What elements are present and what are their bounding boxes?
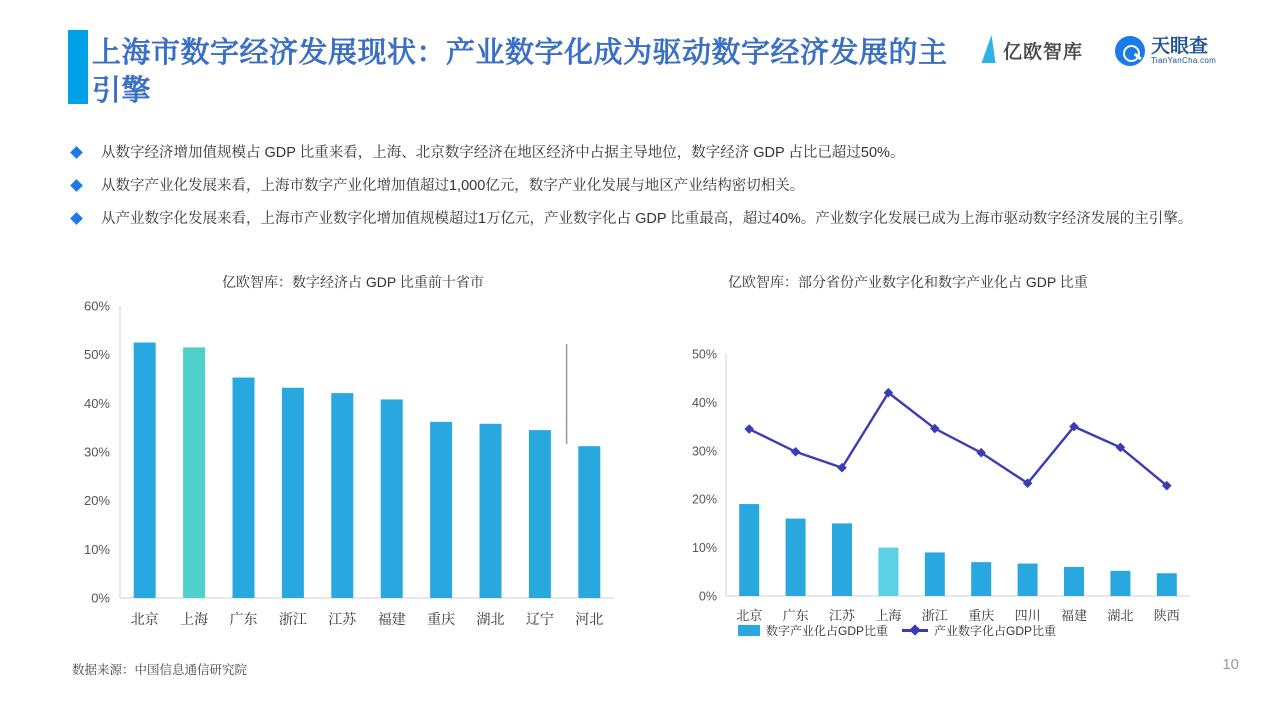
chart-1-title: 亿欧智库：数字经济占 GDP 比重前十省市 <box>222 274 484 290</box>
x-axis-tick-label: 福建 <box>1060 608 1088 623</box>
legend-bar-swatch-icon <box>738 625 760 636</box>
bullet-text: 从数字产业化发展来看，上海市数字产业化增加值超过1,000亿元，数字产业化发展与地区产业结构密切相关。 <box>101 178 805 194</box>
bar <box>578 446 600 598</box>
yiou-logo <box>981 32 1101 68</box>
x-axis-tick-label: 上海 <box>875 608 902 623</box>
x-axis-tick-label: 四川 <box>1014 608 1041 623</box>
y-axis-tick-label: 0% <box>698 589 717 604</box>
list-item <box>72 175 1212 197</box>
chart-2-combo-chart <box>680 340 1200 640</box>
bar <box>331 393 353 598</box>
y-axis-tick-label: 10% <box>691 541 717 556</box>
bullet-text: 从数字经济增加值规模占 GDP 比重来看，上海、北京数字经济在地区经济中占据主导地位，数字经济 GDP 占比已超过50%。 <box>101 145 905 161</box>
y-axis-tick-label: 30% <box>691 444 717 459</box>
x-axis-tick-label: 江苏 <box>328 611 357 627</box>
data-source-note: 数据来源：中国信息通信研究院 <box>72 663 248 677</box>
x-axis-tick-label: 浙江 <box>921 608 948 623</box>
diamond-bullet-icon <box>70 146 83 159</box>
bullet-list <box>72 142 1212 241</box>
bar <box>971 562 991 596</box>
bar <box>480 424 502 598</box>
page-number: 10 <box>1222 656 1239 673</box>
y-axis-tick-label: 60% <box>83 298 110 314</box>
y-axis-tick-label: 20% <box>83 493 110 509</box>
bar <box>183 347 205 598</box>
y-axis-tick-label: 40% <box>691 395 717 410</box>
magnifier-icon <box>1115 36 1145 66</box>
bar <box>134 343 156 599</box>
bar <box>878 548 898 596</box>
y-axis-tick-label: 50% <box>83 347 110 363</box>
x-axis-tick-label: 辽宁 <box>525 611 554 627</box>
bar <box>529 430 551 598</box>
line-series <box>749 393 1167 486</box>
x-axis-tick-label: 浙江 <box>278 611 307 627</box>
x-axis-tick-label: 河北 <box>575 611 604 627</box>
x-axis-tick-label: 上海 <box>180 611 209 627</box>
x-axis-tick-label: 北京 <box>736 608 763 623</box>
y-axis-tick-label: 30% <box>83 444 110 460</box>
x-axis-tick-label: 福建 <box>377 611 406 627</box>
bar <box>786 519 806 596</box>
x-axis-tick-label: 陕西 <box>1153 608 1180 623</box>
x-axis-tick-label: 江苏 <box>828 608 856 623</box>
legend-label: 产业数字化占GDP比重 <box>934 624 1057 638</box>
legend-item-line <box>902 622 1056 639</box>
line-data-point <box>744 424 754 434</box>
title-accent-bar <box>68 30 88 104</box>
bar <box>430 422 452 598</box>
x-axis-tick-label: 湖北 <box>1107 608 1134 623</box>
tianyancha-logo-url: TianYanCha.com <box>1151 56 1217 65</box>
bar <box>381 399 403 598</box>
legend-item-bar <box>738 622 888 639</box>
tianyancha-logo-text: 天眼查 <box>1151 36 1209 57</box>
bar <box>1157 573 1177 596</box>
bar <box>925 552 945 596</box>
x-axis-tick-label: 广东 <box>229 611 258 627</box>
x-axis-tick-label: 广东 <box>782 608 809 623</box>
chart-2-title: 亿欧智库：部分省份产业数字化和数字产业化占 GDP 比重 <box>728 274 1088 290</box>
y-axis-tick-label: 20% <box>691 492 717 507</box>
bar <box>739 504 759 596</box>
list-item <box>72 142 1212 164</box>
bar <box>1110 571 1130 596</box>
line-data-point <box>791 447 801 457</box>
tianyancha-logo <box>1115 32 1241 70</box>
x-axis-tick-label: 北京 <box>130 611 159 627</box>
chart-2-plot <box>680 340 1200 640</box>
diamond-bullet-icon <box>70 179 83 192</box>
x-axis-tick-label: 重庆 <box>968 608 995 623</box>
diamond-bullet-icon <box>70 212 83 225</box>
bar <box>282 388 304 598</box>
y-axis-tick-label: 0% <box>91 590 110 606</box>
legend-line-swatch-icon <box>902 629 928 632</box>
list-item <box>72 208 1212 230</box>
bar <box>233 378 255 598</box>
slide-header <box>0 0 1269 122</box>
yiou-logo-text: 亿欧智库 <box>1003 41 1084 63</box>
chart-2-legend <box>738 622 1056 639</box>
x-axis-tick-label: 重庆 <box>427 611 456 627</box>
page-title: 上海市数字经济发展现状：产业数字化成为驱动数字经济发展的主引擎 <box>92 37 948 107</box>
bar <box>1064 567 1084 596</box>
bar <box>1018 564 1038 596</box>
y-axis-tick-label: 40% <box>83 395 110 411</box>
y-axis-tick-label: 50% <box>691 347 717 362</box>
chart-1-bar-chart <box>72 296 632 646</box>
y-axis-tick-label: 10% <box>83 541 110 557</box>
x-axis-tick-label: 湖北 <box>476 611 505 627</box>
legend-label: 数字产业化占GDP比重 <box>766 624 889 638</box>
bar <box>832 523 852 596</box>
bullet-text: 从产业数字化发展来看，上海市产业数字化增加值规模超过1万亿元，产业数字化占 GDP 比重最高，超过40%。产业数字化发展已成为上海市驱动数字经济发展的主引擎。 <box>101 211 1193 227</box>
chart-1-plot <box>72 296 632 646</box>
yiou-logo-mark-icon <box>981 35 997 65</box>
